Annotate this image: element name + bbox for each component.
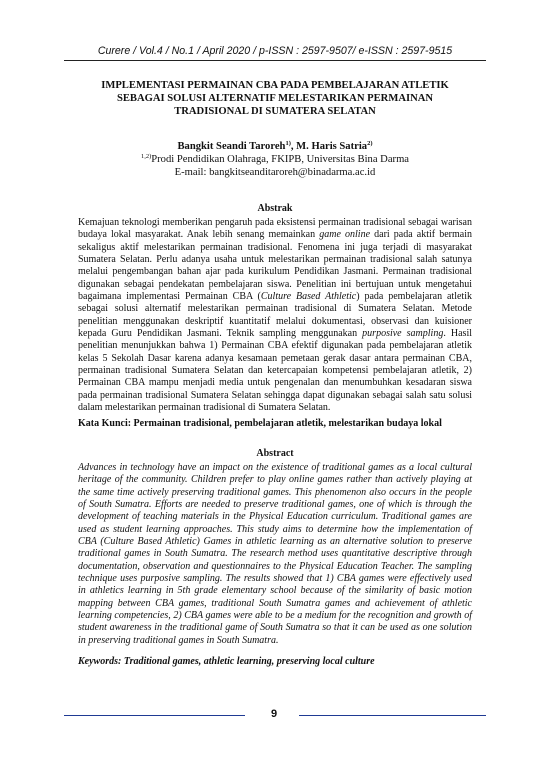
author-1-marker: 1) (285, 140, 291, 147)
author-block (78, 141, 472, 179)
abstrak-text-part-2: dari pada aktif bermain sekaligus aktif melestarikan permainan tradisional. Fenomena ini juga terjadi di masyarakat Sumatera Selatan. Perlu adanya usaha untuk melestarikan permainan tradisional salah satunya melalui pengembangan bahan ajar pada kurikulum Pendidikan Jasmani. Permainan tradisional digunakan sebagai pendekatan pembelajaran siswa. Penelitian ini bertujuan untuk mengetahui bagaimana implementasi Permainan CBA ( (78, 229, 473, 303)
footer-rule-right (299, 715, 486, 716)
keywords: Keywords: Traditional games, athletic learning, preserving local culture (78, 656, 375, 667)
title-line-1: IMPLEMENTASI PERMAINAN CBA PADA PEMBELAJARAN ATLETIK (101, 80, 449, 91)
kata-kunci: Kata Kunci: Permainan tradisional, pembelajaran atletik, melestarikan budaya lokal (78, 418, 442, 429)
abstrak-text-part-1: Kemajuan teknologi memberikan pengaruh pada eksistensi permainan tradisional sebagai warisan budaya lokal masyarakat. Anak lebih senang memainkan (78, 217, 472, 241)
affiliation-text: Prodi Pendidikan Olahraga, FKIPB, Universitas Bina Darma (151, 153, 410, 165)
author-1: Bangkit Seandi Taroreh (177, 141, 286, 152)
paper-title (78, 79, 472, 119)
author-email: E-mail: bangkitseanditaroreh@binadarma.ac.id (174, 166, 376, 178)
header-rule (64, 60, 486, 61)
abstrak-text (78, 217, 472, 415)
abstract-text: Advances in technology have an impact on the existence of traditional games as a local cultural heritage of the community. Children prefer to play online games rather than actively playing at the same time actively preserving traditional games. This phenomenon also occurs in the people of South Sumatra. Efforts are needed to preserve traditional games, one of which is through the development of teaching materials in the Physical Education curriculum. Traditional games are used as student learning approaches. This study aims to determine how the implementation of CBA (Culture Based Athletic) Games in athletic learning as an alternative solution to preserve traditional games in South Sumatra. The research method uses quantitative descriptive through documentation, observation and questionnaires to the Physical Education Teacher. The sampling technique uses purposive sampling. The results showed that 1) CBA games were effectively used in athletics learning in 5th grade elementary school because of the similarity of basic motion mapping between CBA games, traditional South Sumatra games and achievement of athletic learning competencies, 2) CBA games were able to be a medium for the recognition and growth of student awareness in the traditional game of South Sumatra so that it can be used as one solution in preserving traditional games in South Sumatra. (78, 462, 472, 646)
author-names (78, 141, 472, 154)
abstrak-emphasis-1: game online (319, 229, 371, 241)
running-head: Curere / Vol.4 / No.1 / April 2020 / p-ISSN : 2597-9507/ e-ISSN : 2597-9515 (97, 45, 453, 57)
title-line-3: TRADISIONAL DI SUMATERA SELATAN (174, 106, 376, 118)
author-2: M. Haris Satria (296, 141, 368, 152)
title-line-2: SEBAGAI SOLUSI ALTERNATIF MELESTARIKAN PERMAINAN (116, 93, 434, 105)
abstract-section (78, 448, 472, 647)
affiliation (78, 154, 472, 167)
abstract-heading: Abstract (256, 448, 294, 459)
abstrak-section (78, 203, 472, 415)
page-number: 9 (270, 708, 278, 720)
abstrak-emphasis-2: Culture Based Athletic (260, 291, 357, 303)
abstrak-text-part-3: ) pada pembelajaran atletik sebagai solusi alternatif melestarikan permainan tradisional di Sumatera Selatan. Metode penelitian menggunakan deskriptif kuantitatif melalui dokumentasi, observasi dan kuisioner kepada Guru Pendidikan Jasmani. Teknik sampling menggunakan (78, 291, 472, 340)
abstrak-emphasis-3: purposive sampling (362, 328, 444, 340)
author-separator: , (290, 141, 297, 152)
abstrak-heading: Abstrak (257, 203, 293, 214)
abstrak-text-part-4: . Hasil penelitian menunjukkan bahwa 1) Permainan CBA efektif digunakan pada pembelajaran atletik kelas 5 Sekolah Dasar karena adanya kesamaan pemetaan gerak dasar antara permainan CBA, permainan tradisional Sumatera Selatan dan ketercapaian kompetensi pembelajaran atletik, 2) Permainan CBA mampu menjadi media untuk pengenalan dan menumbuhkan kesadaran siswa pada permainan tradisional Sumatera Selatan sehingga dapat digunakan sebagai salah satu solusi dalam melestarikan permainan tradisional di Sumatera Selatan. (78, 328, 473, 414)
author-2-marker: 2) (367, 140, 373, 147)
footer-rule-left (64, 715, 245, 716)
affiliation-marker: 1,2) (140, 152, 152, 160)
